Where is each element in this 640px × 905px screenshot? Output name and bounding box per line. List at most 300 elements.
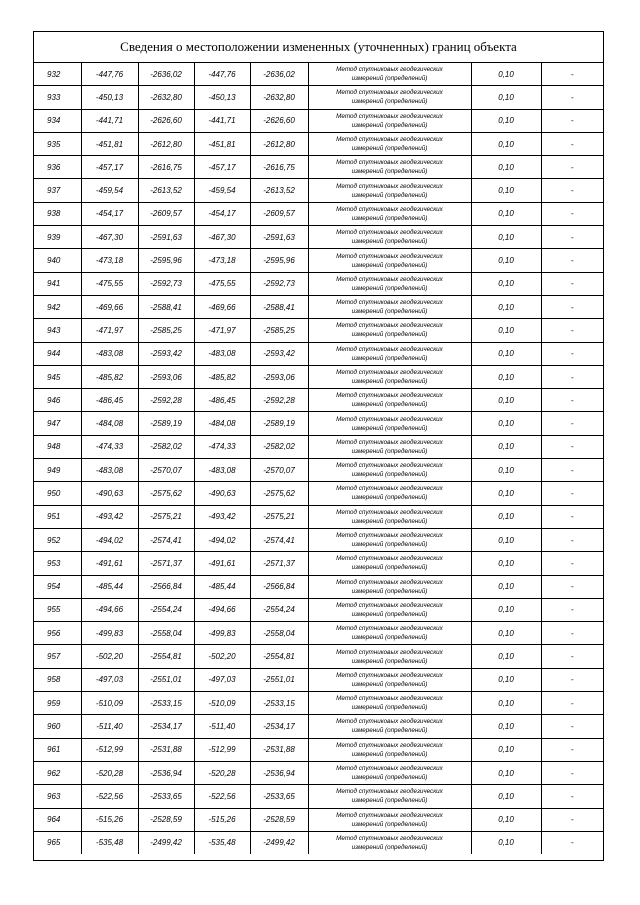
table-row <box>34 831 603 854</box>
x-new-cell: -473,18 <box>194 249 250 272</box>
method-line-1: Метод спутниковых геодезических <box>336 485 443 493</box>
method-cell <box>308 63 471 86</box>
method-line-2: измерений (определений) <box>351 517 428 525</box>
method-cell <box>308 132 471 155</box>
x-old-cell: -494,02 <box>81 528 138 551</box>
x-old-cell: -497,03 <box>81 668 138 691</box>
y-new-cell: -2571,37 <box>250 552 308 575</box>
point-number-cell: 963 <box>34 785 81 808</box>
x-new-cell: -484,08 <box>194 412 250 435</box>
table-row <box>34 761 603 784</box>
y-old-cell: -2589,19 <box>138 412 194 435</box>
method-line-2: измерений (определений) <box>351 657 428 665</box>
method-line-2: измерений (определений) <box>351 447 428 455</box>
x-new-cell: -520,28 <box>194 761 250 784</box>
description-cell: - <box>541 272 603 295</box>
description-cell: - <box>541 249 603 272</box>
method-cell <box>308 645 471 668</box>
method-line-2: измерений (определений) <box>351 284 428 292</box>
point-number-cell: 954 <box>34 575 81 598</box>
accuracy-cell: 0,10 <box>471 132 541 155</box>
point-number-cell: 958 <box>34 668 81 691</box>
point-number-cell: 934 <box>34 109 81 132</box>
method-cell <box>308 412 471 435</box>
y-new-cell: -2589,19 <box>250 412 308 435</box>
x-new-cell: -485,82 <box>194 365 250 388</box>
accuracy-cell: 0,10 <box>471 459 541 482</box>
method-line-1: Метод спутниковых геодезических <box>336 765 443 773</box>
y-new-cell: -2609,57 <box>250 202 308 225</box>
x-old-cell: -451,81 <box>81 132 138 155</box>
point-number-cell: 947 <box>34 412 81 435</box>
method-line-2: измерений (определений) <box>351 238 428 246</box>
description-cell: - <box>541 226 603 249</box>
y-new-cell: -2554,24 <box>250 598 308 621</box>
x-old-cell: -483,08 <box>81 342 138 365</box>
x-old-cell: -491,61 <box>81 552 138 575</box>
x-old-cell: -522,56 <box>81 785 138 808</box>
accuracy-cell: 0,10 <box>471 295 541 318</box>
method-cell <box>308 738 471 761</box>
x-old-cell: -490,63 <box>81 482 138 505</box>
table-row <box>34 598 603 621</box>
table-row <box>34 528 603 551</box>
description-cell: - <box>541 459 603 482</box>
method-line-1: Метод спутниковых геодезических <box>336 369 443 376</box>
method-cell <box>308 459 471 482</box>
x-new-cell: -471,97 <box>194 319 250 342</box>
point-number-cell: 951 <box>34 505 81 528</box>
y-old-cell: -2582,02 <box>138 435 194 458</box>
method-line-2: измерений (определений) <box>351 727 428 735</box>
accuracy-cell: 0,10 <box>471 435 541 458</box>
x-new-cell: -483,08 <box>194 459 250 482</box>
x-new-cell: -511,40 <box>194 715 250 738</box>
method-cell <box>308 179 471 202</box>
x-new-cell: -515,26 <box>194 808 250 831</box>
accuracy-cell: 0,10 <box>471 738 541 761</box>
x-old-cell: -484,08 <box>81 412 138 435</box>
y-new-cell: -2533,15 <box>250 692 308 715</box>
y-old-cell: -2593,06 <box>138 365 194 388</box>
method-cell <box>308 86 471 109</box>
x-old-cell: -474,33 <box>81 435 138 458</box>
table-row <box>34 272 603 295</box>
x-old-cell: -454,17 <box>81 202 138 225</box>
y-old-cell: -2571,37 <box>138 552 194 575</box>
y-new-cell: -2575,21 <box>250 505 308 528</box>
table-row <box>34 156 603 179</box>
method-line-2: измерений (определений) <box>351 610 428 618</box>
method-cell <box>308 622 471 645</box>
table-row <box>34 552 603 575</box>
point-number-cell: 965 <box>34 831 81 854</box>
point-number-cell: 938 <box>34 202 81 225</box>
accuracy-cell: 0,10 <box>471 668 541 691</box>
y-old-cell: -2566,84 <box>138 575 194 598</box>
method-line-1: Метод спутниковых геодезических <box>336 625 443 633</box>
accuracy-cell: 0,10 <box>471 552 541 575</box>
method-line-2: измерений (определений) <box>351 820 428 828</box>
x-new-cell: -441,71 <box>194 109 250 132</box>
table-row <box>34 459 603 482</box>
accuracy-cell: 0,10 <box>471 319 541 342</box>
description-cell: - <box>541 389 603 412</box>
x-new-cell: -491,61 <box>194 552 250 575</box>
accuracy-cell: 0,10 <box>471 109 541 132</box>
accuracy-cell: 0,10 <box>471 249 541 272</box>
point-number-cell: 933 <box>34 86 81 109</box>
y-old-cell: -2551,01 <box>138 668 194 691</box>
description-cell: - <box>541 179 603 202</box>
x-old-cell: -499,83 <box>81 622 138 645</box>
y-new-cell: -2616,75 <box>250 156 308 179</box>
point-number-cell: 932 <box>34 63 81 86</box>
method-line-1: Метод спутниковых геодезических <box>336 695 443 703</box>
y-old-cell: -2575,62 <box>138 482 194 505</box>
x-old-cell: -485,82 <box>81 365 138 388</box>
table-row <box>34 132 603 155</box>
table-row <box>34 389 603 412</box>
method-cell <box>308 831 471 854</box>
y-old-cell: -2554,24 <box>138 598 194 621</box>
table-row <box>34 249 603 272</box>
point-number-cell: 959 <box>34 692 81 715</box>
x-old-cell: -486,45 <box>81 389 138 412</box>
method-cell <box>308 342 471 365</box>
point-number-cell: 950 <box>34 482 81 505</box>
method-line-2: измерений (определений) <box>351 98 428 106</box>
method-line-2: измерений (определений) <box>351 331 428 339</box>
coordinates-table <box>34 63 603 854</box>
method-cell <box>308 202 471 225</box>
y-old-cell: -2534,17 <box>138 715 194 738</box>
y-new-cell: -2585,25 <box>250 319 308 342</box>
table-row <box>34 692 603 715</box>
table-row <box>34 412 603 435</box>
method-cell <box>308 365 471 388</box>
accuracy-cell: 0,10 <box>471 528 541 551</box>
method-line-2: измерений (определений) <box>351 680 428 688</box>
y-old-cell: -2636,02 <box>138 63 194 86</box>
method-cell <box>308 272 471 295</box>
y-old-cell: -2592,73 <box>138 272 194 295</box>
y-new-cell: -2551,01 <box>250 668 308 691</box>
y-new-cell: -2592,28 <box>250 389 308 412</box>
description-cell: - <box>541 295 603 318</box>
point-number-cell: 944 <box>34 342 81 365</box>
y-new-cell: -2558,04 <box>250 622 308 645</box>
method-line-1: Метод спутниковых геодезических <box>336 834 443 842</box>
x-new-cell: -493,42 <box>194 505 250 528</box>
x-old-cell: -512,99 <box>81 738 138 761</box>
x-new-cell: -483,08 <box>194 342 250 365</box>
description-cell: - <box>541 86 603 109</box>
y-new-cell: -2536,94 <box>250 761 308 784</box>
table-row <box>34 668 603 691</box>
y-old-cell: -2613,52 <box>138 179 194 202</box>
method-cell <box>308 785 471 808</box>
method-line-1: Метод спутниковых геодезических <box>336 741 443 749</box>
method-line-2: измерений (определений) <box>351 424 428 432</box>
x-old-cell: -535,48 <box>81 831 138 854</box>
table-row <box>34 63 603 86</box>
method-line-1: Метод спутниковых геодезических <box>336 462 443 470</box>
y-new-cell: -2499,42 <box>250 831 308 854</box>
y-new-cell: -2528,59 <box>250 808 308 831</box>
point-number-cell: 939 <box>34 226 81 249</box>
method-line-1: Метод спутниковых геодезических <box>336 811 443 819</box>
y-old-cell: -2574,41 <box>138 528 194 551</box>
method-cell <box>308 808 471 831</box>
table-row <box>34 785 603 808</box>
point-number-cell: 942 <box>34 295 81 318</box>
method-line-1: Метод спутниковых геодезических <box>336 718 443 726</box>
table-row <box>34 86 603 109</box>
accuracy-cell: 0,10 <box>471 202 541 225</box>
y-new-cell: -2591,63 <box>250 226 308 249</box>
x-new-cell: -486,45 <box>194 389 250 412</box>
method-cell <box>308 598 471 621</box>
y-new-cell: -2534,17 <box>250 715 308 738</box>
x-old-cell: -457,17 <box>81 156 138 179</box>
method-line-2: измерений (определений) <box>351 308 428 316</box>
method-cell <box>308 575 471 598</box>
x-new-cell: -510,09 <box>194 692 250 715</box>
description-cell: - <box>541 132 603 155</box>
point-number-cell: 956 <box>34 622 81 645</box>
method-line-1: Метод спутниковых геодезических <box>336 136 443 144</box>
y-old-cell: -2531,88 <box>138 738 194 761</box>
method-line-2: измерений (определений) <box>351 261 428 269</box>
description-cell: - <box>541 575 603 598</box>
description-cell: - <box>541 342 603 365</box>
description-cell: - <box>541 202 603 225</box>
point-number-cell: 955 <box>34 598 81 621</box>
x-new-cell: -454,17 <box>194 202 250 225</box>
x-new-cell: -499,83 <box>194 622 250 645</box>
x-new-cell: -447,76 <box>194 63 250 86</box>
x-old-cell: -520,28 <box>81 761 138 784</box>
accuracy-cell: 0,10 <box>471 692 541 715</box>
method-cell <box>308 226 471 249</box>
method-line-1: Метод спутниковых геодезических <box>336 788 443 796</box>
method-line-2: измерений (определений) <box>351 774 428 782</box>
method-cell <box>308 715 471 738</box>
point-number-cell: 948 <box>34 435 81 458</box>
method-line-1: Метод спутниковых геодезических <box>336 345 443 353</box>
table-row <box>34 202 603 225</box>
method-cell <box>308 295 471 318</box>
description-cell: - <box>541 109 603 132</box>
method-cell <box>308 249 471 272</box>
description-cell: - <box>541 715 603 738</box>
y-old-cell: -2533,65 <box>138 785 194 808</box>
method-line-1: Метод спутниковых геодезических <box>336 438 443 446</box>
accuracy-cell: 0,10 <box>471 505 541 528</box>
table-row <box>34 342 603 365</box>
method-line-1: Метод спутниковых геодезических <box>336 159 443 167</box>
x-old-cell: -494,66 <box>81 598 138 621</box>
y-new-cell: -2588,41 <box>250 295 308 318</box>
accuracy-cell: 0,10 <box>471 785 541 808</box>
method-line-2: измерений (определений) <box>351 704 428 712</box>
x-old-cell: -475,55 <box>81 272 138 295</box>
y-new-cell: -2566,84 <box>250 575 308 598</box>
table-row <box>34 808 603 831</box>
method-line-1: Метод спутниковых геодезических <box>336 322 443 330</box>
y-new-cell: -2582,02 <box>250 435 308 458</box>
y-new-cell: -2531,88 <box>250 738 308 761</box>
method-line-1: Метод спутниковых геодезических <box>336 392 443 400</box>
method-line-2: измерений (определений) <box>351 401 428 409</box>
x-new-cell: -451,81 <box>194 132 250 155</box>
y-old-cell: -2585,25 <box>138 319 194 342</box>
x-old-cell: -467,30 <box>81 226 138 249</box>
description-cell: - <box>541 761 603 784</box>
method-line-2: измерений (определений) <box>351 843 428 851</box>
x-old-cell: -450,13 <box>81 86 138 109</box>
x-old-cell: -469,66 <box>81 295 138 318</box>
x-old-cell: -441,71 <box>81 109 138 132</box>
method-line-1: Метод спутниковых геодезических <box>336 555 443 563</box>
method-line-2: измерений (определений) <box>351 471 428 479</box>
accuracy-cell: 0,10 <box>471 63 541 86</box>
method-line-2: измерений (определений) <box>351 75 428 83</box>
method-line-1: Метод спутниковых геодезических <box>336 671 443 679</box>
y-new-cell: -2575,62 <box>250 482 308 505</box>
x-new-cell: -522,56 <box>194 785 250 808</box>
method-line-2: измерений (определений) <box>351 354 428 362</box>
point-number-cell: 961 <box>34 738 81 761</box>
x-old-cell: -511,40 <box>81 715 138 738</box>
y-new-cell: -2554,81 <box>250 645 308 668</box>
description-cell: - <box>541 785 603 808</box>
method-cell <box>308 552 471 575</box>
y-old-cell: -2554,81 <box>138 645 194 668</box>
x-new-cell: -467,30 <box>194 226 250 249</box>
y-old-cell: -2536,94 <box>138 761 194 784</box>
method-line-1: Метод спутниковых геодезических <box>336 601 443 609</box>
method-cell <box>308 389 471 412</box>
accuracy-cell: 0,10 <box>471 365 541 388</box>
y-old-cell: -2588,41 <box>138 295 194 318</box>
description-cell: - <box>541 412 603 435</box>
y-old-cell: -2595,96 <box>138 249 194 272</box>
y-old-cell: -2632,80 <box>138 86 194 109</box>
method-cell <box>308 435 471 458</box>
x-new-cell: -512,99 <box>194 738 250 761</box>
y-old-cell: -2626,60 <box>138 109 194 132</box>
y-new-cell: -2595,96 <box>250 249 308 272</box>
point-number-cell: 940 <box>34 249 81 272</box>
x-old-cell: -515,26 <box>81 808 138 831</box>
point-number-cell: 953 <box>34 552 81 575</box>
description-cell: - <box>541 622 603 645</box>
accuracy-cell: 0,10 <box>471 808 541 831</box>
method-line-2: измерений (определений) <box>351 797 428 805</box>
accuracy-cell: 0,10 <box>471 272 541 295</box>
method-line-2: измерений (определений) <box>351 121 428 129</box>
point-number-cell: 936 <box>34 156 81 179</box>
description-cell: - <box>541 156 603 179</box>
table-row <box>34 319 603 342</box>
document-frame <box>33 31 604 861</box>
description-cell: - <box>541 319 603 342</box>
table-row <box>34 575 603 598</box>
y-old-cell: -2528,59 <box>138 808 194 831</box>
description-cell: - <box>541 435 603 458</box>
accuracy-cell: 0,10 <box>471 389 541 412</box>
y-new-cell: -2613,52 <box>250 179 308 202</box>
point-number-cell: 945 <box>34 365 81 388</box>
accuracy-cell: 0,10 <box>471 645 541 668</box>
y-old-cell: -2570,07 <box>138 459 194 482</box>
description-cell: - <box>541 738 603 761</box>
x-new-cell: -475,55 <box>194 272 250 295</box>
method-line-1: Метод спутниковых геодезических <box>336 66 443 74</box>
y-old-cell: -2593,42 <box>138 342 194 365</box>
point-number-cell: 935 <box>34 132 81 155</box>
method-cell <box>308 156 471 179</box>
table-row <box>34 715 603 738</box>
x-new-cell: -474,33 <box>194 435 250 458</box>
method-cell <box>308 668 471 691</box>
point-number-cell: 952 <box>34 528 81 551</box>
y-new-cell: -2533,65 <box>250 785 308 808</box>
point-number-cell: 941 <box>34 272 81 295</box>
accuracy-cell: 0,10 <box>471 715 541 738</box>
method-line-1: Метод спутниковых геодезических <box>336 648 443 656</box>
method-line-1: Метод спутниковых геодезических <box>336 415 443 423</box>
method-cell <box>308 528 471 551</box>
description-cell: - <box>541 552 603 575</box>
method-line-2: измерений (определений) <box>351 145 428 153</box>
accuracy-cell: 0,10 <box>471 482 541 505</box>
method-line-2: измерений (определений) <box>351 634 428 642</box>
method-line-2: измерений (определений) <box>351 541 428 549</box>
method-line-1: Метод спутниковых геодезических <box>336 275 443 283</box>
table-row <box>34 179 603 202</box>
x-old-cell: -459,54 <box>81 179 138 202</box>
table-body <box>34 63 603 854</box>
table-row <box>34 482 603 505</box>
x-old-cell: -447,76 <box>81 63 138 86</box>
accuracy-cell: 0,10 <box>471 575 541 598</box>
method-line-1: Метод спутниковых геодезических <box>336 252 443 260</box>
page-title: Сведения о местоположении измененных (уточненных) границ объекта <box>34 32 603 63</box>
point-number-cell: 946 <box>34 389 81 412</box>
description-cell: - <box>541 528 603 551</box>
method-line-1: Метод спутниковых геодезических <box>336 205 443 213</box>
y-old-cell: -2499,42 <box>138 831 194 854</box>
x-new-cell: -494,02 <box>194 528 250 551</box>
y-old-cell: -2591,63 <box>138 226 194 249</box>
x-new-cell: -490,63 <box>194 482 250 505</box>
y-old-cell: -2609,57 <box>138 202 194 225</box>
x-old-cell: -502,20 <box>81 645 138 668</box>
point-number-cell: 943 <box>34 319 81 342</box>
x-new-cell: -535,48 <box>194 831 250 854</box>
method-line-1: Метод спутниковых геодезических <box>336 299 443 307</box>
method-line-2: измерений (определений) <box>351 564 428 572</box>
description-cell: - <box>541 645 603 668</box>
x-new-cell: -494,66 <box>194 598 250 621</box>
y-old-cell: -2575,21 <box>138 505 194 528</box>
description-cell: - <box>541 831 603 854</box>
description-cell: - <box>541 365 603 388</box>
x-old-cell: -485,44 <box>81 575 138 598</box>
